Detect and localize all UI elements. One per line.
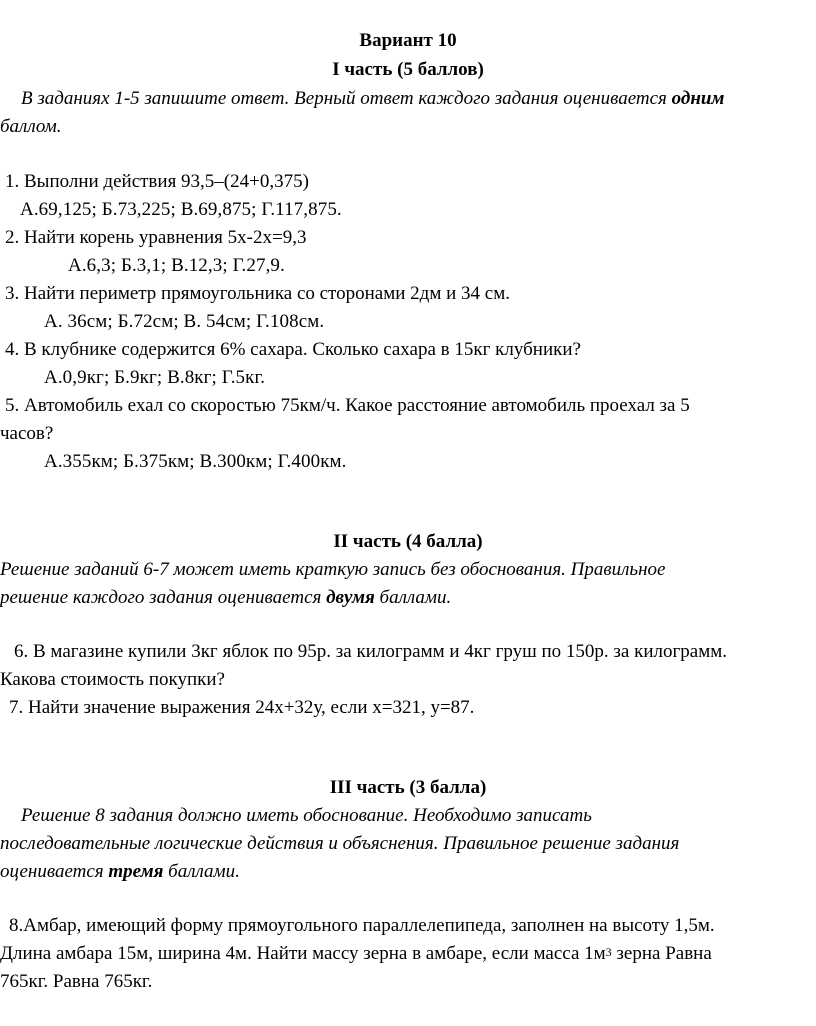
part1-heading: I часть (5 баллов) (332, 59, 484, 80)
part3-instruction-line2: последовательные логические действия и объяснения. Правильное решение задания (0, 833, 680, 854)
part2-instruction-emphasis: двумя (326, 587, 375, 608)
task-8-line2 (0, 942, 712, 966)
part2-instruction-line1: Решение заданий 6-7 может иметь краткую запись без обоснования. Правильное (0, 559, 666, 580)
part1-instruction (21, 87, 724, 111)
part3-instruction-line3 (0, 860, 240, 884)
task-8-text: Длина амбара 15м, ширина 4м. Найти массу зерна в амбаре, если масса 1м (0, 943, 606, 964)
part1-instruction-end: баллом. (0, 116, 62, 137)
task-4: 4. В клубнике содержится 6% сахара. Сколько сахара в 15кг клубники? (5, 339, 581, 360)
variant-title: Вариант 10 (359, 30, 457, 51)
task-5: 5. Автомобиль ехал со скоростью 75км/ч. Какое расстояние автомобиль проехал за 5 (5, 395, 690, 416)
superscript-cubed: 3 (605, 945, 612, 959)
task-6-continued: Какова стоимость покупки? (0, 669, 225, 690)
task-2: 2. Найти корень уравнения 5х-2х=9,3 (5, 227, 307, 248)
part3-instruction-emphasis: тремя (108, 861, 164, 882)
task-5-continued: часов? (0, 423, 54, 444)
task-3: 3. Найти периметр прямоугольника со сторонами 2дм и 34 см. (5, 283, 510, 304)
part3-heading: III часть (3 балла) (329, 777, 487, 798)
part2-heading: II часть (4 балла) (333, 531, 483, 552)
task-5-answers: А.355км; Б.375км; В.300км; Г.400км. (44, 451, 347, 472)
task-1: 1. Выполни действия 93,5–(24+0,375) (5, 171, 309, 192)
task-8-text-end: зерна Равна (611, 943, 712, 964)
part3-instruction-end: баллами. (163, 861, 240, 882)
task-4-answers: А.0,9кг; Б.9кг; В.8кг; Г.5кг. (44, 367, 266, 388)
part2-instruction-line2 (0, 586, 451, 610)
task-6: 6. В магазине купили 3кг яблок по 95р. за килограмм и 4кг груш по 150р. за килограмм. (14, 641, 728, 662)
part1-instruction-text: В заданиях 1-5 запишите ответ. Верный ответ каждого задания оценивается (21, 88, 672, 109)
task-2-answers: А.6,3; Б.3,1; В.12,3; Г.27,9. (68, 255, 285, 276)
task-8-line3: 765кг. Равна 765кг. (0, 971, 153, 992)
part1-instruction-emphasis: одним (671, 88, 725, 109)
part2-instruction-text: решение каждого задания оценивается (0, 587, 327, 608)
part3-instruction-line1: Решение 8 задания должно иметь обоснование. Необходимо записать (21, 805, 592, 826)
part2-instruction-end: баллами. (374, 587, 452, 608)
task-3-answers: А. 36см; Б.72см; В. 54см; Г.108см. (44, 311, 325, 332)
task-7: 7. Найти значение выражения 24х+32у, если х=321, у=87. (9, 697, 475, 718)
part3-instruction-text: оценивается (0, 861, 109, 882)
task-1-answers: А.69,125; Б.73,225; В.69,875; Г.117,875. (20, 199, 342, 220)
task-8: 8.Амбар, имеющий форму прямоугольного параллелепипеда, заполнен на высоту 1,5м. (9, 915, 715, 936)
